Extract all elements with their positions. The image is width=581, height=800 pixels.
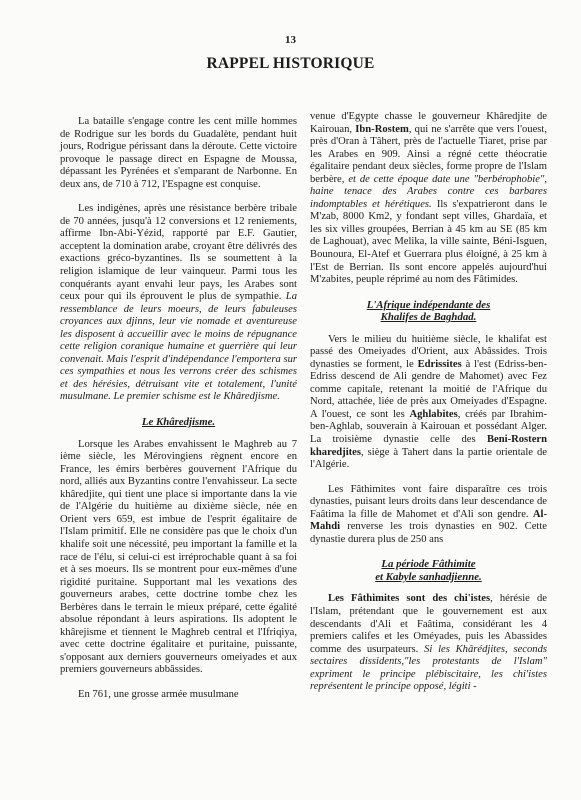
section-title-kharedjisme bbox=[60, 416, 297, 429]
section-title-text: et Kabyle sanhadjienne. bbox=[375, 570, 482, 583]
section-title-text: Khalifes de Baghdad. bbox=[380, 311, 477, 324]
page-title: RAPPEL HISTORIQUE bbox=[206, 55, 375, 72]
text-run: venue d'Egypte chasse le gouverneur Khâredjite de Kairouan, bbox=[310, 111, 547, 135]
paragraph-indigenes bbox=[60, 203, 297, 404]
paragraph-dynasties bbox=[310, 334, 547, 472]
page-number: 13 bbox=[285, 34, 296, 46]
right-column bbox=[310, 111, 547, 694]
paragraph-kharedjisme: Lorsque les Arabes envahissent le Maghreb au 7 ième siècle, les Mérovingiens règnent encore en France, les émirs berbères gouvernent l'Afrique du nord, alliés aux Byzantins contre l'envahisseur. La secte khâredjite, qui tient une place si importante dans la vie de l'Algérie du huitième au dixième siècle, née en Orient vers 659, est imbue de l'esprit égalitaire de l'Islam primitif. Elle ne considère pas que le choix d'un khalife soit une nécessité, peu important la famille et la race de l'élu, si celui-ci est irréprochable quant à sa foi et à ses moeurs. Ils se montrent pour eux-mêmes d'une rigidité puritaine. Supportant mal les vexations des gouverneurs arabes, cette doctrine tombe chez les Berbères dans le terrain le mieux préparé, cette égalité absolue répondant à leurs aspirations. Ils adoptent le khârejisme et tiennent le Maghreb central et l'Ifriqiya, avec cette doctrine égalitaire et puritaine, puissante, s'opposant aux derniers gouverneurs omeiyades et aux premiers gouverneurs abbâssides. bbox=[60, 438, 297, 676]
paragraph-indigenes-text: Les indigènes, après une résistance berbère tribale de 70 années, jusqu'à 12 conversions et 12 reniements, affirme Ibn-Abi-Yézid, rapporté par E.F. Gautier, acceptent la domination arabe, croyant être délivrés des exactions gréco-byzantines. Ils se soumettent à la religion islamique de leur vainqueur. Parmi tous les conquérants ayant envahi leur pays, les Arabes sont ceux pour qui ils éprouvent le plus de sympathie. bbox=[60, 203, 297, 303]
text-run: , qui ne s'arrête que vers l'ouest, près d'Oran à Tâhert, près de l'actuelle Tiaret, prise par les Arabes en 909. Ainsi a régné cette théocratie égalitaire pendant deux siècles, forme propre de l'Islam berbère, bbox=[310, 123, 547, 185]
bold-run: Al-Mahdi bbox=[310, 508, 547, 533]
bold-run: Ibn-Rostem bbox=[355, 123, 409, 135]
paragraph-chiistes bbox=[310, 593, 547, 693]
section-title-line bbox=[310, 299, 547, 312]
italic-run: et de cette époque date une "berbérophobie", haine tenace des Arabes contre ces barbares indomptables et hérétiques. bbox=[310, 173, 547, 210]
bold-run: Les Fâthimites sont des chi'istes bbox=[328, 593, 491, 605]
section-title-line bbox=[310, 311, 547, 324]
paragraph-761: En 761, une grosse armée musulmane bbox=[78, 688, 239, 700]
section-title-afrique bbox=[310, 299, 547, 324]
paragraph-battle: La bataille s'engage contre les cent mille hommes de Rodrigue sur les bords du Guadalète, pendant huit jours, Rodrigue périssant dans la déroute. Cette victoire provoque le passage direct en Espagne de Moussa, dépassant les Pyrénées et s'emparant de Narbonne. En deux ans, de 710 à 712, l'Espagne est conquise. bbox=[60, 116, 297, 190]
section-title-text: La période Fâthimite bbox=[381, 558, 476, 571]
section-title-periode bbox=[310, 558, 547, 583]
bold-run: Edrissites bbox=[417, 358, 462, 370]
italic-run: Si les Khârédjites, seconds sectaires dissidents,"les protestants de l'Islam" expriment le principe plébiscitaire, les chi'istes représentent le principe opposé, légiti - bbox=[310, 643, 547, 693]
text-run: , hérésie de l'Islam, prétendant que le gouvernement est aux descendants d'Ali et Faâtima, considérant les 4 premiers califes et les Oméyades, puis les Abassides comme des usurpateurs. bbox=[310, 593, 547, 655]
text-run: à l'est (Edriss-ben-Edriss descend de Ali gendre de Mahomet) avec Fez comme capitale, retenant la moitié de l'Afrique du Nord, attachée, liée de près aux Omeiyades d'Espagne. A l'ouest, ce sont les bbox=[310, 358, 548, 420]
section-title-text: Le Khâredjisme. bbox=[141, 416, 216, 429]
text-run: , siège à Tahert dans la partie orientale de l'Algérie. bbox=[310, 446, 547, 471]
text-run: Les Fâthimites vont faire disparaître ces trois dynasties, puisant leurs droits dans leur descendance de Faâtima la fille de Mahomet et d'Ali son gendre. bbox=[310, 483, 547, 520]
section-title-line bbox=[310, 571, 547, 584]
paragraph-indigenes-italic: La ressemblance de leurs moeurs, de leurs fabuleuses croyances aux djinns, leur vie nomade et aventureuse les disposent à accueillir avec le moins de répugnance cette religion coranique humaine et guerrière qui leur convenait. Mais l'esprit d'indépendance l'emportera sur ces sympathies et nous les verrons créer des schismes et des hérésies, détruisant vite et totalement, l'unité musulmane. Le premier schisme est le Khâredjisme. bbox=[60, 291, 297, 403]
text-run: , créés par Ibrahim-ben-Aghlab, souverain à Kairouan et possédant Alger. La troisième dynastie celle des bbox=[310, 408, 547, 446]
section-title-line bbox=[310, 558, 547, 571]
text-run: renverse les trois dynasties en 902. Cette dynastie durera plus de 250 ans bbox=[310, 521, 547, 545]
section-title-text: L'Afrique indépendante des bbox=[366, 298, 491, 311]
bold-run: Aghlabites bbox=[409, 408, 458, 420]
bold-run: Beni-Rostern kharedjites bbox=[310, 434, 547, 458]
paragraph-fathimites bbox=[310, 484, 547, 547]
paragraph-ibn-rostem bbox=[310, 111, 547, 287]
text-run: Ils s'expatrieront dans le M'zab, 8000 Km2, y fondant sept villes, Ghardaïa, et les six villes groupées, Berrian à 45 km au SE (85 km de Laghouat), avec Melika, la ville sainte, Béni-Isguen, Bounoura, El-Atef et Guerrara plus éloigné, à 25 km à l'Est de Berrian. Ils sont encore appelés aujourd'hui M'zabites, peuple réprimé au nom des Fâtimides. bbox=[310, 198, 547, 286]
text-run: Vers le milieu du huitième siècle, le khalifat est passé des Omeiyades d'Orient, aux Abâssides. Trois dynasties se forment, le bbox=[310, 333, 547, 370]
left-column bbox=[60, 116, 297, 702]
